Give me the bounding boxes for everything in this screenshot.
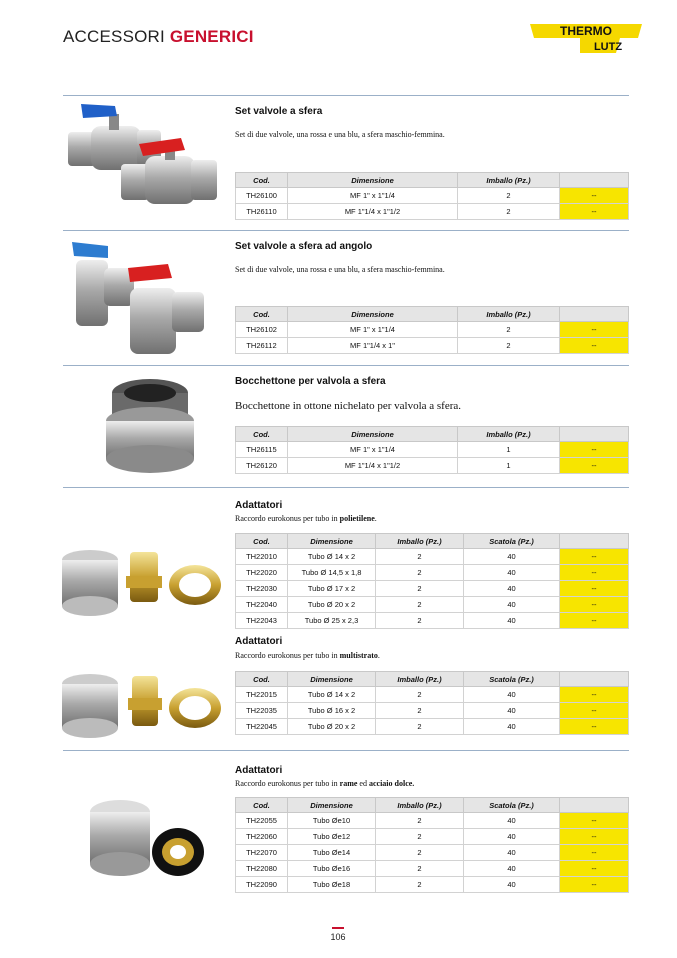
col-dimensione: Dimensione — [288, 798, 376, 813]
cell-cod: TH26100 — [236, 188, 288, 204]
cell-dimensione: Tubo Øe12 — [288, 829, 376, 845]
section-title-adattatori-polietilene: Adattatori — [235, 500, 283, 511]
rame-adapter-photo — [80, 790, 210, 895]
separator — [63, 487, 629, 488]
cell-imballo: 2 — [376, 687, 464, 703]
cell-imballo: 2 — [376, 597, 464, 613]
table-header-row — [236, 307, 629, 322]
cell-price: -- — [560, 845, 629, 861]
cell-price: -- — [560, 703, 629, 719]
cell-cod: TH26112 — [236, 338, 288, 354]
union-fitting-photo — [95, 373, 205, 483]
col-price — [560, 798, 629, 813]
cell-scatola: 40 — [464, 877, 560, 893]
cell-price: -- — [560, 442, 629, 458]
page-title — [63, 27, 254, 47]
cell-price: -- — [560, 877, 629, 893]
table-row — [236, 338, 629, 354]
cell-dimensione: MF 1"1/4 x 1"1/2 — [288, 204, 458, 220]
cell-price: -- — [560, 549, 629, 565]
cell-imballo: 2 — [376, 703, 464, 719]
title-generici: GENERICI — [169, 27, 254, 46]
cell-imballo: 2 — [376, 549, 464, 565]
cell-dimensione: Tubo Øe10 — [288, 813, 376, 829]
col-imballo: Imballo (Pz.) — [458, 307, 560, 322]
section-title-set-valvole-angolo: Set valvole a sfera ad angolo — [235, 241, 373, 252]
cell-dimensione: Tubo Ø 14 x 2 — [288, 687, 376, 703]
col-imballo: Imballo (Pz.) — [376, 534, 464, 549]
cell-cod: TH22035 — [236, 703, 288, 719]
title-accessori: ACCESSORI — [63, 27, 170, 46]
cell-scatola: 40 — [464, 703, 560, 719]
cell-imballo: 2 — [376, 565, 464, 581]
table-row — [236, 719, 629, 735]
table-row — [236, 322, 629, 338]
cell-dimensione: MF 1" x 1"1/4 — [288, 442, 458, 458]
section-title-adattatori-rame: Adattatori — [235, 765, 283, 776]
cell-imballo: 1 — [458, 458, 560, 474]
cell-cod: TH26102 — [236, 322, 288, 338]
cell-dimensione: MF 1"1/4 x 1"1/2 — [288, 458, 458, 474]
cell-imballo: 2 — [376, 581, 464, 597]
cell-dimensione: Tubo Ø 14,5 x 1,8 — [288, 565, 376, 581]
cell-price: -- — [560, 458, 629, 474]
table-row — [236, 204, 629, 220]
col-price — [560, 534, 629, 549]
cell-dimensione: Tubo Ø 17 x 2 — [288, 581, 376, 597]
cell-dimensione: MF 1" x 1"1/4 — [288, 188, 458, 204]
col-imballo: Imballo (Pz.) — [458, 173, 560, 188]
cell-imballo: 2 — [376, 877, 464, 893]
cell-imballo: 1 — [458, 442, 560, 458]
col-cod: Cod. — [236, 427, 288, 442]
ball-valve-set-photo — [63, 100, 223, 215]
cell-scatola: 40 — [464, 613, 560, 629]
cell-price: -- — [560, 188, 629, 204]
cell-scatola: 40 — [464, 845, 560, 861]
product-table-set-valvole — [235, 172, 629, 220]
cell-price: -- — [560, 565, 629, 581]
separator — [63, 230, 629, 231]
angle-ball-valve-set-photo — [68, 238, 218, 356]
col-cod: Cod. — [236, 534, 288, 549]
product-table-adattatori-multistrato — [235, 671, 629, 735]
col-cod: Cod. — [236, 307, 288, 322]
cell-cod: TH22080 — [236, 861, 288, 877]
cell-cod: TH22045 — [236, 719, 288, 735]
col-dimensione: Dimensione — [288, 427, 458, 442]
table-row — [236, 861, 629, 877]
table-row — [236, 188, 629, 204]
section-desc-adattatori-polietilene: Raccordo eurokonus per tubo in polietilene. — [235, 514, 377, 523]
cell-dimensione: Tubo Øe16 — [288, 861, 376, 877]
separator — [63, 365, 629, 366]
cell-imballo: 2 — [376, 829, 464, 845]
product-table-adattatori-polietilene — [235, 533, 629, 629]
cell-imballo: 2 — [458, 322, 560, 338]
cell-price: -- — [560, 861, 629, 877]
product-table-set-valvole-angolo — [235, 306, 629, 354]
table-header-row — [236, 427, 629, 442]
cell-price: -- — [560, 322, 629, 338]
col-dimensione: Dimensione — [288, 534, 376, 549]
cell-price: -- — [560, 204, 629, 220]
table-row — [236, 845, 629, 861]
section-title-adattatori-multistrato: Adattatori — [235, 636, 283, 647]
cell-scatola: 40 — [464, 813, 560, 829]
section-desc-set-valvole-angolo: Set di due valvole, una rossa e una blu, a sfera maschio-femmina. — [235, 265, 445, 274]
table-header-row — [236, 534, 629, 549]
cell-scatola: 40 — [464, 597, 560, 613]
col-dimensione: Dimensione — [288, 307, 458, 322]
col-scatola: Scatola (Pz.) — [464, 534, 560, 549]
cell-scatola: 40 — [464, 687, 560, 703]
section-desc-adattatori-multistrato: Raccordo eurokonus per tubo in multistrato. — [235, 651, 380, 660]
cell-imballo: 2 — [376, 813, 464, 829]
table-row — [236, 687, 629, 703]
table-row — [236, 549, 629, 565]
separator — [63, 750, 629, 751]
table-header-row — [236, 798, 629, 813]
cell-cod: TH22030 — [236, 581, 288, 597]
cell-imballo: 2 — [458, 188, 560, 204]
col-scatola: Scatola (Pz.) — [464, 798, 560, 813]
table-header-row — [236, 173, 629, 188]
cell-price: -- — [560, 338, 629, 354]
section-title-bocchettone: Bocchettone per valvola a sfera — [235, 376, 386, 387]
cell-price: -- — [560, 687, 629, 703]
cell-imballo: 2 — [376, 613, 464, 629]
separator — [63, 95, 629, 96]
cell-scatola: 40 — [464, 565, 560, 581]
table-header-row — [236, 672, 629, 687]
table-row — [236, 703, 629, 719]
cell-scatola: 40 — [464, 581, 560, 597]
product-table-bocchettone — [235, 426, 629, 474]
table-row — [236, 597, 629, 613]
table-row — [236, 613, 629, 629]
col-dimensione: Dimensione — [288, 173, 458, 188]
table-row — [236, 565, 629, 581]
col-imballo: Imballo (Pz.) — [376, 798, 464, 813]
cell-dimensione: Tubo Ø 16 x 2 — [288, 703, 376, 719]
cell-imballo: 2 — [458, 204, 560, 220]
cell-scatola: 40 — [464, 549, 560, 565]
cell-dimensione: Tubo Ø 20 x 2 — [288, 597, 376, 613]
page-number: 106 — [330, 932, 346, 942]
col-cod: Cod. — [236, 173, 288, 188]
polietilene-adapter-photo — [60, 540, 230, 620]
cell-price: -- — [560, 597, 629, 613]
cell-imballo: 2 — [376, 861, 464, 877]
col-imballo: Imballo (Pz.) — [458, 427, 560, 442]
cell-dimensione: Tubo Ø 25 x 2,3 — [288, 613, 376, 629]
cell-price: -- — [560, 813, 629, 829]
cell-cod: TH22090 — [236, 877, 288, 893]
cell-dimensione: Tubo Ø 14 x 2 — [288, 549, 376, 565]
col-scatola: Scatola (Pz.) — [464, 672, 560, 687]
logo-text-bottom: LUTZ — [593, 41, 623, 53]
section-desc-adattatori-rame: Raccordo eurokonus per tubo in rame ed acciaio dolce. — [235, 779, 415, 788]
cell-dimensione: MF 1"1/4 x 1" — [288, 338, 458, 354]
col-price — [560, 173, 629, 188]
cell-cod: TH22020 — [236, 565, 288, 581]
thermolutz-logo — [530, 22, 642, 54]
cell-cod: TH22015 — [236, 687, 288, 703]
cell-price: -- — [560, 829, 629, 845]
logo-text-top: THERMO — [560, 24, 612, 38]
cell-cod: TH26115 — [236, 442, 288, 458]
section-title-set-valvole: Set valvole a sfera — [235, 106, 323, 117]
cell-cod: TH26120 — [236, 458, 288, 474]
cell-cod: TH22070 — [236, 845, 288, 861]
multistrato-adapter-photo — [60, 666, 230, 742]
product-table-adattatori-rame — [235, 797, 629, 893]
table-row — [236, 813, 629, 829]
col-cod: Cod. — [236, 672, 288, 687]
cell-dimensione: Tubo Øe14 — [288, 845, 376, 861]
cell-price: -- — [560, 613, 629, 629]
cell-dimensione: Tubo Øe18 — [288, 877, 376, 893]
cell-dimensione: Tubo Ø 20 x 2 — [288, 719, 376, 735]
col-imballo: Imballo (Pz.) — [376, 672, 464, 687]
col-dimensione: Dimensione — [288, 672, 376, 687]
cell-scatola: 40 — [464, 719, 560, 735]
table-row — [236, 458, 629, 474]
cell-cod: TH22043 — [236, 613, 288, 629]
cell-cod: TH22010 — [236, 549, 288, 565]
col-price — [560, 427, 629, 442]
table-row — [236, 442, 629, 458]
cell-imballo: 2 — [376, 845, 464, 861]
table-row — [236, 581, 629, 597]
cell-cod: TH22055 — [236, 813, 288, 829]
cell-scatola: 40 — [464, 861, 560, 877]
cell-price: -- — [560, 719, 629, 735]
col-cod: Cod. — [236, 798, 288, 813]
table-row — [236, 829, 629, 845]
cell-cod: TH22060 — [236, 829, 288, 845]
cell-scatola: 40 — [464, 829, 560, 845]
cell-cod: TH22040 — [236, 597, 288, 613]
cell-imballo: 2 — [376, 719, 464, 735]
page-number-mark — [332, 927, 344, 929]
cell-dimensione: MF 1" x 1"1/4 — [288, 322, 458, 338]
col-price — [560, 672, 629, 687]
cell-cod: TH26110 — [236, 204, 288, 220]
cell-imballo: 2 — [458, 338, 560, 354]
cell-price: -- — [560, 581, 629, 597]
section-desc-set-valvole: Set di due valvole, una rossa e una blu, a sfera maschio-femmina. — [235, 130, 445, 139]
col-price — [560, 307, 629, 322]
table-row — [236, 877, 629, 893]
section-desc-bocchettone: Bocchettone in ottone nichelato per valvola a sfera. — [235, 400, 462, 412]
